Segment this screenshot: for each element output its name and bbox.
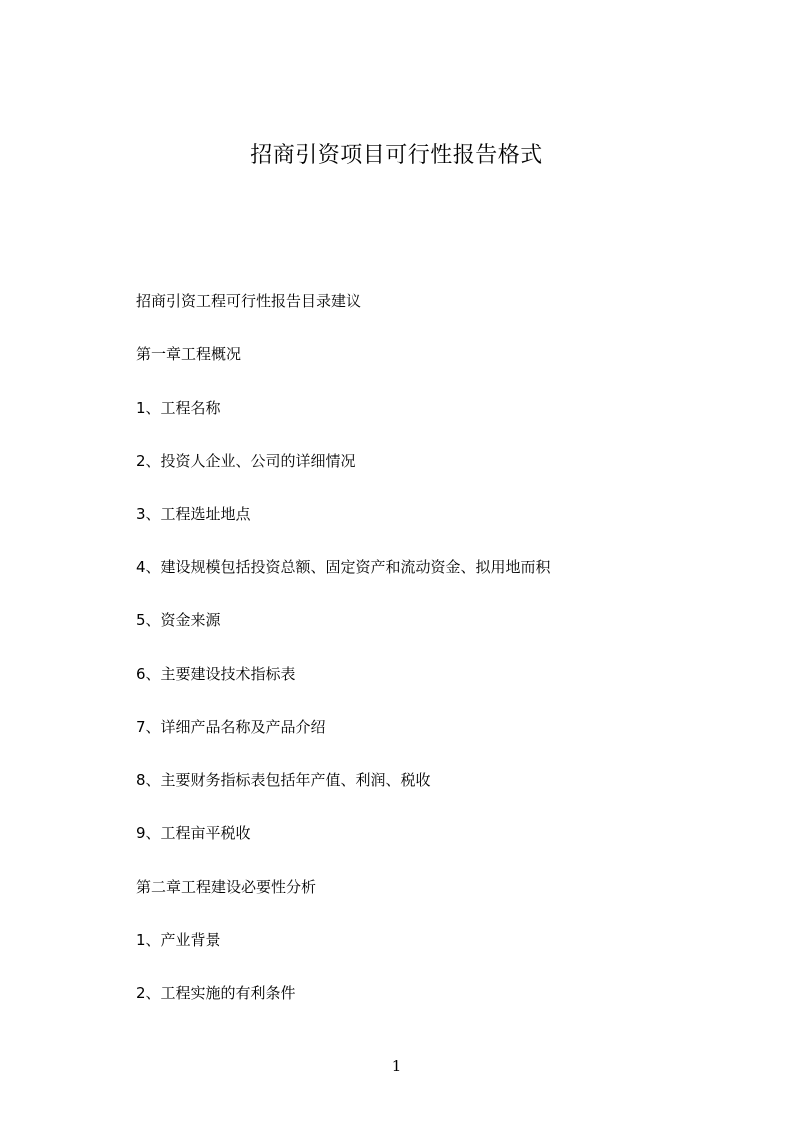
toc-heading: 招商引资工程可行性报告目录建议 [136,292,362,310]
list-item: 4、建设规模包括投资总额、固定资产和流动资金、拟用地而积 [136,558,551,576]
list-item: 9、工程亩平税收 [136,824,251,842]
list-item: 1、工程名称 [136,399,221,417]
list-item: 6、主要建设技术指标表 [136,665,296,683]
list-item: 1、产业背景 [136,931,221,949]
list-item: 2、投资人企业、公司的详细情况 [136,452,356,470]
document-title: 招商引资项目可行性报告格式 [250,143,543,168]
chapter-heading: 第二章工程建设必要性分析 [136,878,317,896]
page-number: 1 [391,1057,402,1075]
chapter-heading: 第一章工程概况 [136,345,242,363]
list-item: 7、详细产品名称及产品介绍 [136,718,326,736]
list-item: 2、工程实施的有利条件 [136,984,296,1002]
list-item: 3、工程选址地点 [136,505,251,523]
list-item: 8、主要财务指标表包括年产值、利润、税收 [136,771,431,789]
list-item: 5、资金来源 [136,611,221,629]
